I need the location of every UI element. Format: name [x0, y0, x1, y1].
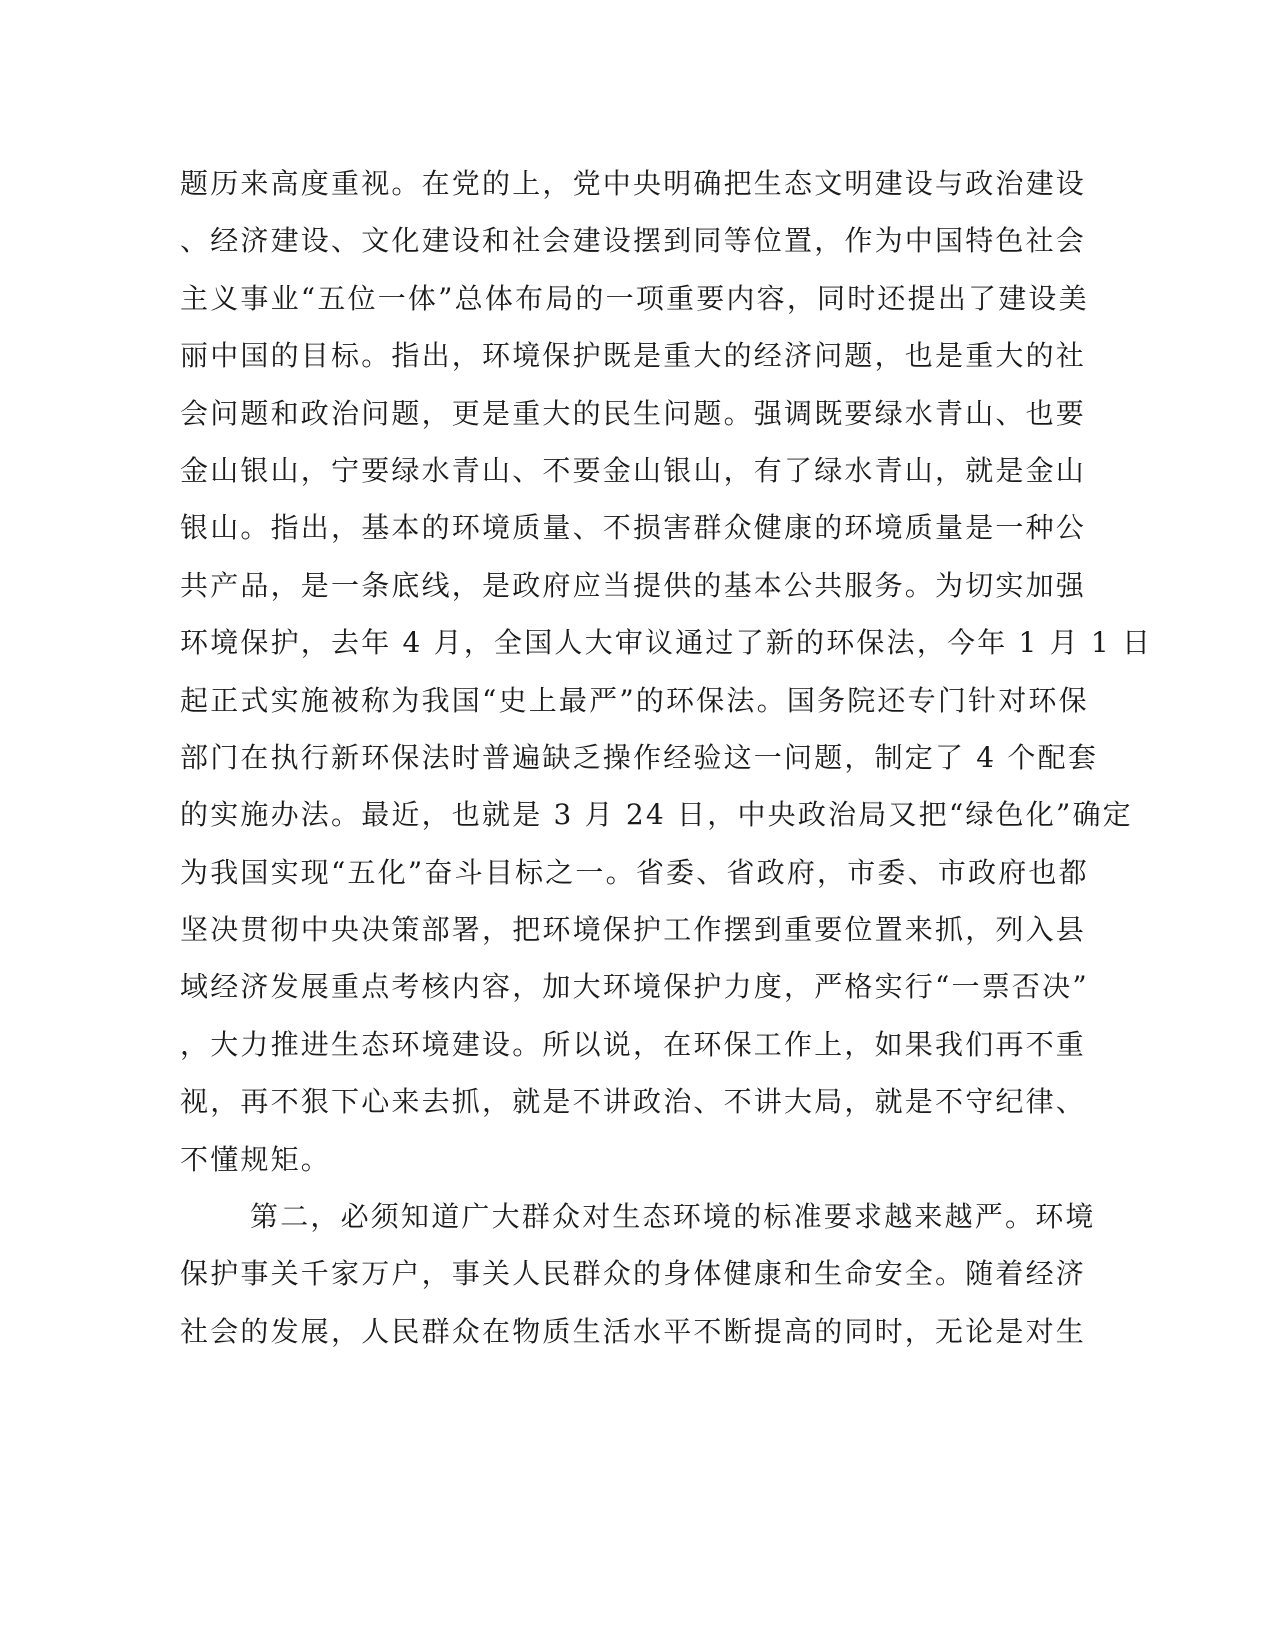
text-line-11: 部门在执行新环保法时普遍缺乏操作经验这一问题，制定了 4 个配套: [180, 740, 1099, 774]
text-line-7: 银山。指出，基本的环境质量、不损害群众健康的环境质量是一种公: [180, 511, 1087, 545]
text-line-4: 丽中国的目标。指出，环境保护既是重大的经济问题，也是重大的社: [180, 339, 1087, 373]
text-line-3: 主义事业“五位一体”总体布局的一项重要内容，同时还提出了建设美: [180, 281, 1089, 315]
text-line-21: 社会的发展，人民群众在物质生活水平不断提高的同时，无论是对生: [180, 1314, 1087, 1348]
body-text: [180, 155, 1153, 1360]
text-line-12: 的实施办法。最近，也就是 3 月 24 日，中央政治局又把“绿色化”确定: [180, 798, 1133, 832]
text-line-17: 视，再不狠下心来去抓，就是不讲政治、不讲大局，就是不守纪律、: [180, 1085, 1087, 1119]
text-line-5: 会问题和政治问题，更是重大的民生问题。强调既要绿水青山、也要: [180, 396, 1087, 430]
text-line-1: 题历来高度重视。在党的上，党中央明确把生态文明建设与政治建设: [180, 167, 1087, 200]
text-line-20: 保护事关千家万户，事关人民群众的身体健康和生命安全。随着经济: [180, 1257, 1087, 1291]
paragraph-start-line: 第二，必须知道广大群众对生态环境的标准要求越来越严。环境: [250, 1200, 1096, 1234]
text-line-18: 不懂规矩。: [180, 1142, 332, 1176]
text-line-2: 、经济建设、文化建设和社会建设摆到同等位置，作为中国特色社会: [180, 224, 1087, 258]
text-line-6: 金山银山，宁要绿水青山、不要金山银山，有了绿水青山，就是金山: [180, 453, 1087, 487]
text-line-15: 域经济发展重点考核内容，加大环境保护力度，严格实行“一票否决”: [180, 970, 1089, 1004]
text-line-14: 坚决贯彻中央决策部署，把环境保护工作摆到重要位置来抓，列入县: [180, 913, 1087, 947]
text-line-9: 环境保护，去年 4 月，全国人大审议通过了新的环保法，今年 1 月 1 日: [180, 626, 1153, 660]
text-line-8: 共产品，是一条底线，是政府应当提供的基本公共服务。为切实加强: [180, 568, 1087, 602]
text-line-13: 为我国实现“五化”奋斗目标之一。省委、省政府，市委、市政府也都: [180, 855, 1089, 889]
text-line-10: 起正式实施被称为我国“史上最严”的环保法。国务院还专门针对环保: [180, 683, 1089, 717]
text-line-16: ，大力推进生态环境建设。所以说，在环保工作上，如果我们再不重: [180, 1027, 1087, 1061]
